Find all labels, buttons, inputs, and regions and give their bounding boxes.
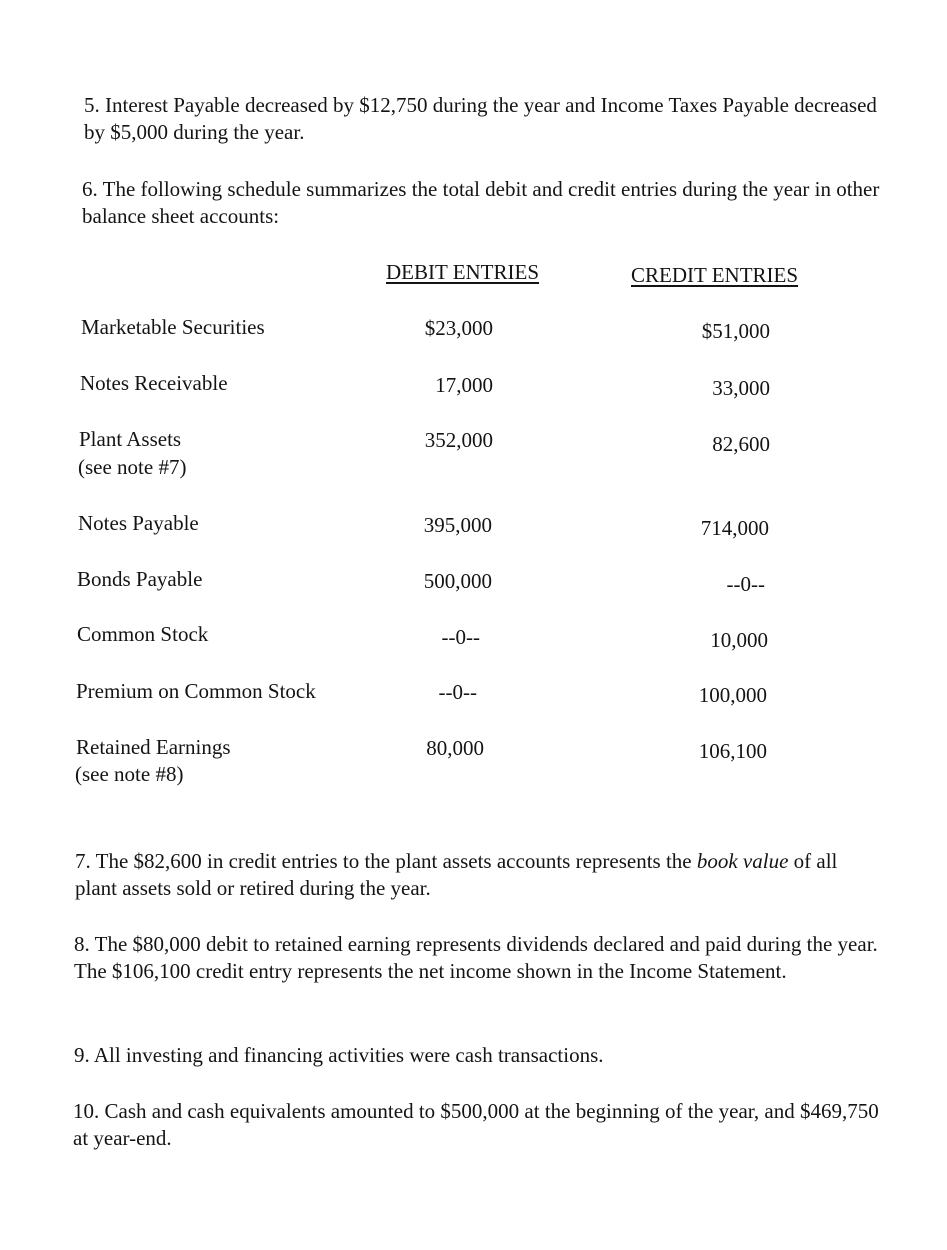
- debit-value: 500,000: [423, 569, 492, 593]
- credit-value: 82,600: [712, 432, 770, 456]
- account-name: Marketable Securities: [81, 315, 265, 339]
- credit-value: 10,000: [710, 628, 768, 652]
- table-row: [0, 620, 947, 680]
- debit-value: --0--: [438, 680, 477, 704]
- note-5: 5. Interest Payable decreased by $12,750 during the year and Income Taxes Payable decreased by $5,000 during the year.: [84, 93, 877, 144]
- note-7: [75, 848, 875, 902]
- debit-value: 17,000: [435, 373, 493, 397]
- credit-value: 33,000: [712, 376, 770, 400]
- debit-value: 352,000: [424, 428, 493, 452]
- note-7-text-b: of all plant assets sold or retired during the year.: [75, 849, 838, 900]
- note-8: 8. The $80,000 debit to retained earning represents dividends declared and paid during the year. The $106,100 credit entry represents the net income shown in the Income Statement.: [74, 932, 878, 983]
- table-row: [0, 733, 947, 793]
- account-name: Plant Assets: [79, 427, 182, 451]
- note-7-text-a: 7. The $82,600 in credit entries to the plant assets accounts represents the: [75, 849, 697, 873]
- account-note: (see note #7): [78, 455, 187, 479]
- table-row: [0, 509, 947, 569]
- credit-value: --0--: [726, 572, 765, 596]
- debit-value: 80,000: [426, 736, 484, 760]
- debit-value: --0--: [441, 625, 480, 649]
- account-name: Notes Payable: [78, 511, 199, 535]
- credit-value: $51,000: [701, 319, 770, 343]
- account-note: (see note #8): [75, 762, 184, 786]
- account-name: Common Stock: [77, 622, 209, 646]
- note-10: 10. Cash and cash equivalents amounted to $500,000 at the beginning of the year, and $469,750 at year-end.: [73, 1099, 879, 1150]
- table-row: [0, 565, 947, 625]
- credit-value: 100,000: [698, 683, 767, 707]
- account-name: Bonds Payable: [77, 567, 203, 591]
- note-9: 9. All investing and financing activities were cash transactions.: [74, 1043, 604, 1067]
- debit-value: 395,000: [423, 513, 492, 537]
- table-row: [0, 677, 947, 737]
- note-6: 6. The following schedule summarizes the total debit and credit entries during the year in other balance sheet accounts:: [82, 177, 880, 228]
- table-row: [0, 425, 947, 485]
- credit-entries-header: CREDIT ENTRIES: [631, 263, 799, 287]
- account-name: Premium on Common Stock: [76, 679, 316, 703]
- account-name: Retained Earnings: [76, 735, 231, 759]
- debit-entries-header: DEBIT ENTRIES: [386, 260, 540, 284]
- debit-value: $23,000: [424, 316, 493, 340]
- account-name: Notes Receivable: [80, 371, 228, 395]
- credit-value: 106,100: [698, 739, 767, 763]
- note-7-emphasis: book value: [696, 849, 789, 873]
- credit-value: 714,000: [700, 516, 769, 540]
- table-row: [0, 313, 947, 373]
- table-row: [0, 369, 947, 429]
